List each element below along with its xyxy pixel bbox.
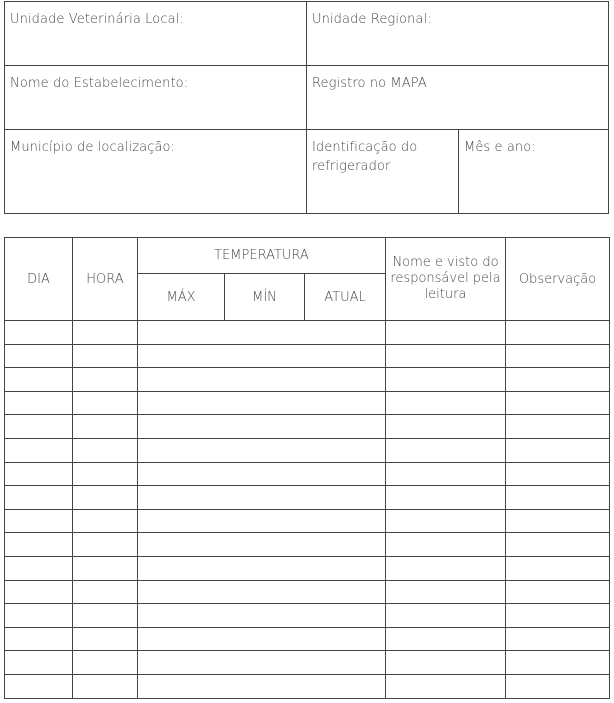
hour-cell[interactable] xyxy=(73,627,138,651)
responsible-cell[interactable] xyxy=(386,344,506,368)
notes-cell[interactable] xyxy=(506,391,610,415)
day-cell[interactable] xyxy=(5,368,73,392)
day-cell[interactable] xyxy=(5,486,73,510)
hour-cell[interactable] xyxy=(73,651,138,675)
local-unit-label: Unidade Veterinária Local: xyxy=(10,12,184,27)
notes-cell[interactable] xyxy=(506,321,610,345)
month-year-label: Mês e ano: xyxy=(464,140,536,155)
temperature-cell[interactable] xyxy=(138,674,386,698)
day-cell[interactable] xyxy=(5,344,73,368)
hour-cell[interactable] xyxy=(73,321,138,345)
notes-cell[interactable] xyxy=(506,486,610,510)
temperature-cell[interactable] xyxy=(138,627,386,651)
notes-cell[interactable] xyxy=(506,627,610,651)
day-cell[interactable] xyxy=(5,509,73,533)
responsible-cell[interactable] xyxy=(386,321,506,345)
table-row xyxy=(5,368,610,392)
temperature-cell[interactable] xyxy=(138,486,386,510)
responsible-cell[interactable] xyxy=(386,368,506,392)
col-current-header: ATUAL xyxy=(305,274,386,321)
hour-cell[interactable] xyxy=(73,391,138,415)
responsible-cell[interactable] xyxy=(386,651,506,675)
responsible-cell[interactable] xyxy=(386,627,506,651)
regional-unit-label: Unidade Regional: xyxy=(312,12,432,27)
hour-cell[interactable] xyxy=(73,462,138,486)
notes-cell[interactable] xyxy=(506,509,610,533)
day-cell[interactable] xyxy=(5,462,73,486)
hour-cell[interactable] xyxy=(73,344,138,368)
day-cell[interactable] xyxy=(5,533,73,557)
day-cell[interactable] xyxy=(5,321,73,345)
col-temperature-header: TEMPERATURA xyxy=(138,238,386,274)
table-row xyxy=(5,415,610,439)
temperature-cell[interactable] xyxy=(138,415,386,439)
responsible-cell[interactable] xyxy=(386,391,506,415)
day-cell[interactable] xyxy=(5,438,73,462)
notes-cell[interactable] xyxy=(506,368,610,392)
hour-cell[interactable] xyxy=(73,368,138,392)
table-row xyxy=(5,438,610,462)
hour-cell[interactable] xyxy=(73,415,138,439)
temperature-cell[interactable] xyxy=(138,533,386,557)
temperature-cell[interactable] xyxy=(138,651,386,675)
temperature-cell[interactable] xyxy=(138,344,386,368)
temperature-cell[interactable] xyxy=(138,580,386,604)
table-row xyxy=(5,344,610,368)
notes-cell[interactable] xyxy=(506,651,610,675)
day-cell[interactable] xyxy=(5,580,73,604)
notes-cell[interactable] xyxy=(506,674,610,698)
mapa-registry-field[interactable] xyxy=(307,66,608,129)
local-unit-field[interactable] xyxy=(5,2,307,65)
header-row-units xyxy=(5,2,608,66)
table-row xyxy=(5,462,610,486)
temperature-cell[interactable] xyxy=(138,462,386,486)
col-day-header: DIA xyxy=(5,238,73,321)
table-row xyxy=(5,604,610,628)
temperature-cell[interactable] xyxy=(138,368,386,392)
hour-cell[interactable] xyxy=(73,580,138,604)
table-row xyxy=(5,556,610,580)
day-cell[interactable] xyxy=(5,604,73,628)
temperature-cell[interactable] xyxy=(138,438,386,462)
hour-cell[interactable] xyxy=(73,486,138,510)
temperature-log-table xyxy=(4,237,610,699)
col-max-header: MÁX xyxy=(138,274,225,321)
day-cell[interactable] xyxy=(5,556,73,580)
day-cell[interactable] xyxy=(5,415,73,439)
notes-cell[interactable] xyxy=(506,344,610,368)
table-row xyxy=(5,321,610,345)
hour-cell[interactable] xyxy=(73,438,138,462)
temperature-cell[interactable] xyxy=(138,321,386,345)
temperature-cell[interactable] xyxy=(138,391,386,415)
temperature-cell[interactable] xyxy=(138,604,386,628)
responsible-cell[interactable] xyxy=(386,556,506,580)
fridge-id-field[interactable] xyxy=(307,130,459,214)
responsible-cell[interactable] xyxy=(386,604,506,628)
col-hour-header: HORA xyxy=(73,238,138,321)
hour-cell[interactable] xyxy=(73,509,138,533)
day-cell[interactable] xyxy=(5,651,73,675)
responsible-cell[interactable] xyxy=(386,415,506,439)
hour-cell[interactable] xyxy=(73,674,138,698)
table-row xyxy=(5,533,610,557)
notes-cell[interactable] xyxy=(506,580,610,604)
responsible-cell[interactable] xyxy=(386,674,506,698)
day-cell[interactable] xyxy=(5,627,73,651)
municipality-field[interactable] xyxy=(5,130,307,214)
municipality-label: Município de localização: xyxy=(10,140,176,155)
regional-unit-field[interactable] xyxy=(307,2,608,65)
col-min-header: MÍN xyxy=(225,274,305,321)
responsible-cell[interactable] xyxy=(386,462,506,486)
log-body xyxy=(5,321,610,699)
day-cell[interactable] xyxy=(5,674,73,698)
establishment-name-field[interactable] xyxy=(5,66,307,129)
col-notes-header: Observação xyxy=(506,238,610,321)
header-row-establishment xyxy=(5,66,608,130)
mapa-registry-label: Registro no MAPA xyxy=(312,76,427,91)
notes-cell[interactable] xyxy=(506,604,610,628)
table-row xyxy=(5,391,610,415)
responsible-cell[interactable] xyxy=(386,533,506,557)
header-row-location xyxy=(5,130,608,214)
table-row xyxy=(5,627,610,651)
table-row xyxy=(5,651,610,675)
hour-cell[interactable] xyxy=(73,533,138,557)
responsible-cell[interactable] xyxy=(386,509,506,533)
hour-cell[interactable] xyxy=(73,604,138,628)
table-row xyxy=(5,580,610,604)
month-year-field[interactable] xyxy=(459,130,608,214)
table-row xyxy=(5,509,610,533)
notes-cell[interactable] xyxy=(506,415,610,439)
day-cell[interactable] xyxy=(5,391,73,415)
notes-cell[interactable] xyxy=(506,556,610,580)
fridge-id-label: Identificação do refrigerador xyxy=(312,140,418,174)
table-row xyxy=(5,486,610,510)
hour-cell[interactable] xyxy=(73,556,138,580)
col-responsible-header: Nome e visto do responsável pela leitura xyxy=(386,238,506,321)
responsible-cell[interactable] xyxy=(386,438,506,462)
notes-cell[interactable] xyxy=(506,438,610,462)
establishment-name-label: Nome do Estabelecimento: xyxy=(10,76,189,91)
table-row xyxy=(5,674,610,698)
responsible-cell[interactable] xyxy=(386,486,506,510)
temperature-cell[interactable] xyxy=(138,556,386,580)
responsible-cell[interactable] xyxy=(386,580,506,604)
notes-cell[interactable] xyxy=(506,533,610,557)
temperature-cell[interactable] xyxy=(138,509,386,533)
header-form xyxy=(4,1,609,214)
notes-cell[interactable] xyxy=(506,462,610,486)
